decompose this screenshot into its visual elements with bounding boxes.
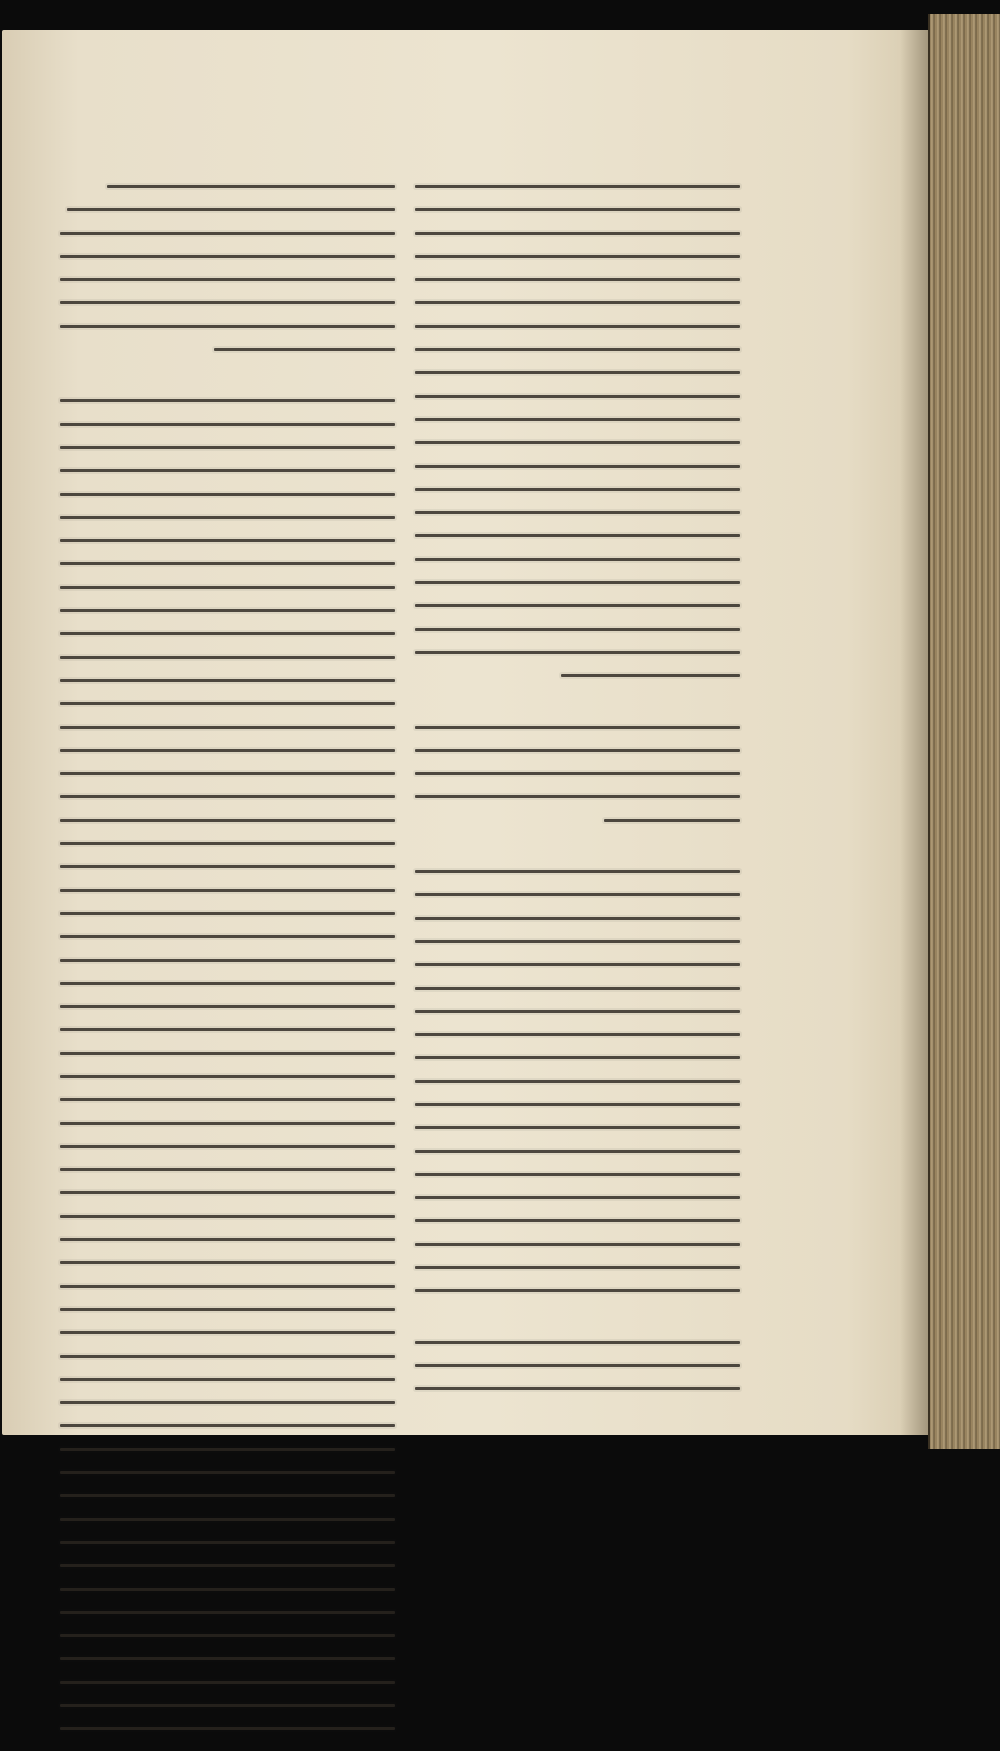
text-line xyxy=(415,940,740,943)
text-line xyxy=(415,278,740,281)
text-line xyxy=(60,865,395,868)
text-line xyxy=(60,325,395,328)
text-line xyxy=(60,609,395,612)
text-line xyxy=(60,702,395,705)
text-line xyxy=(415,1364,740,1367)
text-line xyxy=(415,749,740,752)
paragraph-gap xyxy=(60,371,395,399)
text-line xyxy=(415,772,740,775)
text-line xyxy=(60,1191,395,1194)
text-line xyxy=(60,959,395,962)
text-line xyxy=(415,255,740,258)
text-line xyxy=(415,1196,740,1199)
text-line xyxy=(60,1541,395,1544)
right-text-column xyxy=(415,185,740,1411)
text-line xyxy=(60,1494,395,1497)
text-line xyxy=(60,232,395,235)
text-line xyxy=(60,726,395,729)
text-line xyxy=(60,749,395,752)
text-line xyxy=(415,795,740,798)
text-line xyxy=(415,301,740,304)
text-line xyxy=(415,726,740,729)
text-line xyxy=(60,632,395,635)
top-border xyxy=(0,0,1000,30)
text-line xyxy=(415,465,740,468)
text-line xyxy=(60,1424,395,1427)
text-line xyxy=(415,185,740,188)
text-line xyxy=(415,963,740,966)
text-line xyxy=(60,1588,395,1591)
text-line xyxy=(60,446,395,449)
text-line xyxy=(60,1168,395,1171)
text-line xyxy=(60,912,395,915)
text-line xyxy=(67,208,395,211)
text-line xyxy=(60,1261,395,1264)
text-line xyxy=(60,516,395,519)
text-line xyxy=(60,1331,395,1334)
text-line xyxy=(60,255,395,258)
text-line xyxy=(415,1033,740,1036)
text-line xyxy=(415,1080,740,1083)
text-line xyxy=(415,1266,740,1269)
text-line xyxy=(415,348,740,351)
text-line xyxy=(60,278,395,281)
text-line xyxy=(415,511,740,514)
text-line xyxy=(60,1518,395,1521)
text-line xyxy=(60,1215,395,1218)
text-line xyxy=(60,1355,395,1358)
text-line xyxy=(415,604,740,607)
text-line xyxy=(415,558,740,561)
text-line xyxy=(415,1289,740,1292)
text-line xyxy=(415,1219,740,1222)
text-line xyxy=(415,917,740,920)
text-line xyxy=(60,1564,395,1567)
text-line xyxy=(60,586,395,589)
text-line xyxy=(107,185,395,188)
text-line xyxy=(60,772,395,775)
text-line xyxy=(60,1098,395,1101)
text-line xyxy=(60,399,395,402)
text-line xyxy=(60,1401,395,1404)
text-line xyxy=(415,395,740,398)
text-line xyxy=(60,1471,395,1474)
text-line xyxy=(60,1122,395,1125)
text-line xyxy=(561,674,740,677)
gutter-shadow xyxy=(900,30,930,1435)
text-line xyxy=(60,1308,395,1311)
text-line xyxy=(60,1378,395,1381)
text-line xyxy=(60,1611,395,1614)
text-line xyxy=(415,418,740,421)
text-line xyxy=(415,581,740,584)
text-line xyxy=(415,628,740,631)
text-line xyxy=(60,1238,395,1241)
text-line xyxy=(60,1145,395,1148)
text-line xyxy=(415,1103,740,1106)
text-line xyxy=(214,348,395,351)
text-line xyxy=(60,1448,395,1451)
paragraph-gap xyxy=(415,698,740,726)
text-line xyxy=(60,982,395,985)
text-line xyxy=(60,889,395,892)
text-line xyxy=(60,1727,395,1730)
text-line xyxy=(60,1028,395,1031)
text-line xyxy=(60,539,395,542)
text-line xyxy=(60,301,395,304)
text-line xyxy=(415,325,740,328)
paragraph-gap xyxy=(415,842,740,870)
text-line xyxy=(60,1681,395,1684)
text-line xyxy=(415,987,740,990)
text-line xyxy=(415,1341,740,1344)
text-line xyxy=(60,1634,395,1637)
text-line xyxy=(415,1150,740,1153)
text-line xyxy=(60,1075,395,1078)
text-line xyxy=(60,1052,395,1055)
text-line xyxy=(604,819,741,822)
text-line xyxy=(60,819,395,822)
text-line xyxy=(60,656,395,659)
text-line xyxy=(415,1056,740,1059)
text-line xyxy=(415,488,740,491)
text-line xyxy=(415,1173,740,1176)
text-line xyxy=(415,1010,740,1013)
text-line xyxy=(60,1704,395,1707)
left-text-column xyxy=(60,185,395,1751)
text-line xyxy=(415,870,740,873)
text-line xyxy=(60,562,395,565)
text-line xyxy=(60,1657,395,1660)
text-line xyxy=(60,469,395,472)
text-line xyxy=(415,1243,740,1246)
text-line xyxy=(60,423,395,426)
text-line xyxy=(60,842,395,845)
text-line xyxy=(60,679,395,682)
text-line xyxy=(415,371,740,374)
text-line xyxy=(415,441,740,444)
text-line xyxy=(415,232,740,235)
text-line xyxy=(415,893,740,896)
text-line xyxy=(60,795,395,798)
text-line xyxy=(60,935,395,938)
text-line xyxy=(415,651,740,654)
text-line xyxy=(415,534,740,537)
text-line xyxy=(415,1126,740,1129)
text-line xyxy=(415,1387,740,1390)
text-line xyxy=(60,1285,395,1288)
book-page-edges xyxy=(928,14,1000,1449)
paragraph-gap xyxy=(415,1313,740,1341)
text-line xyxy=(415,208,740,211)
text-line xyxy=(60,493,395,496)
text-line xyxy=(60,1005,395,1008)
